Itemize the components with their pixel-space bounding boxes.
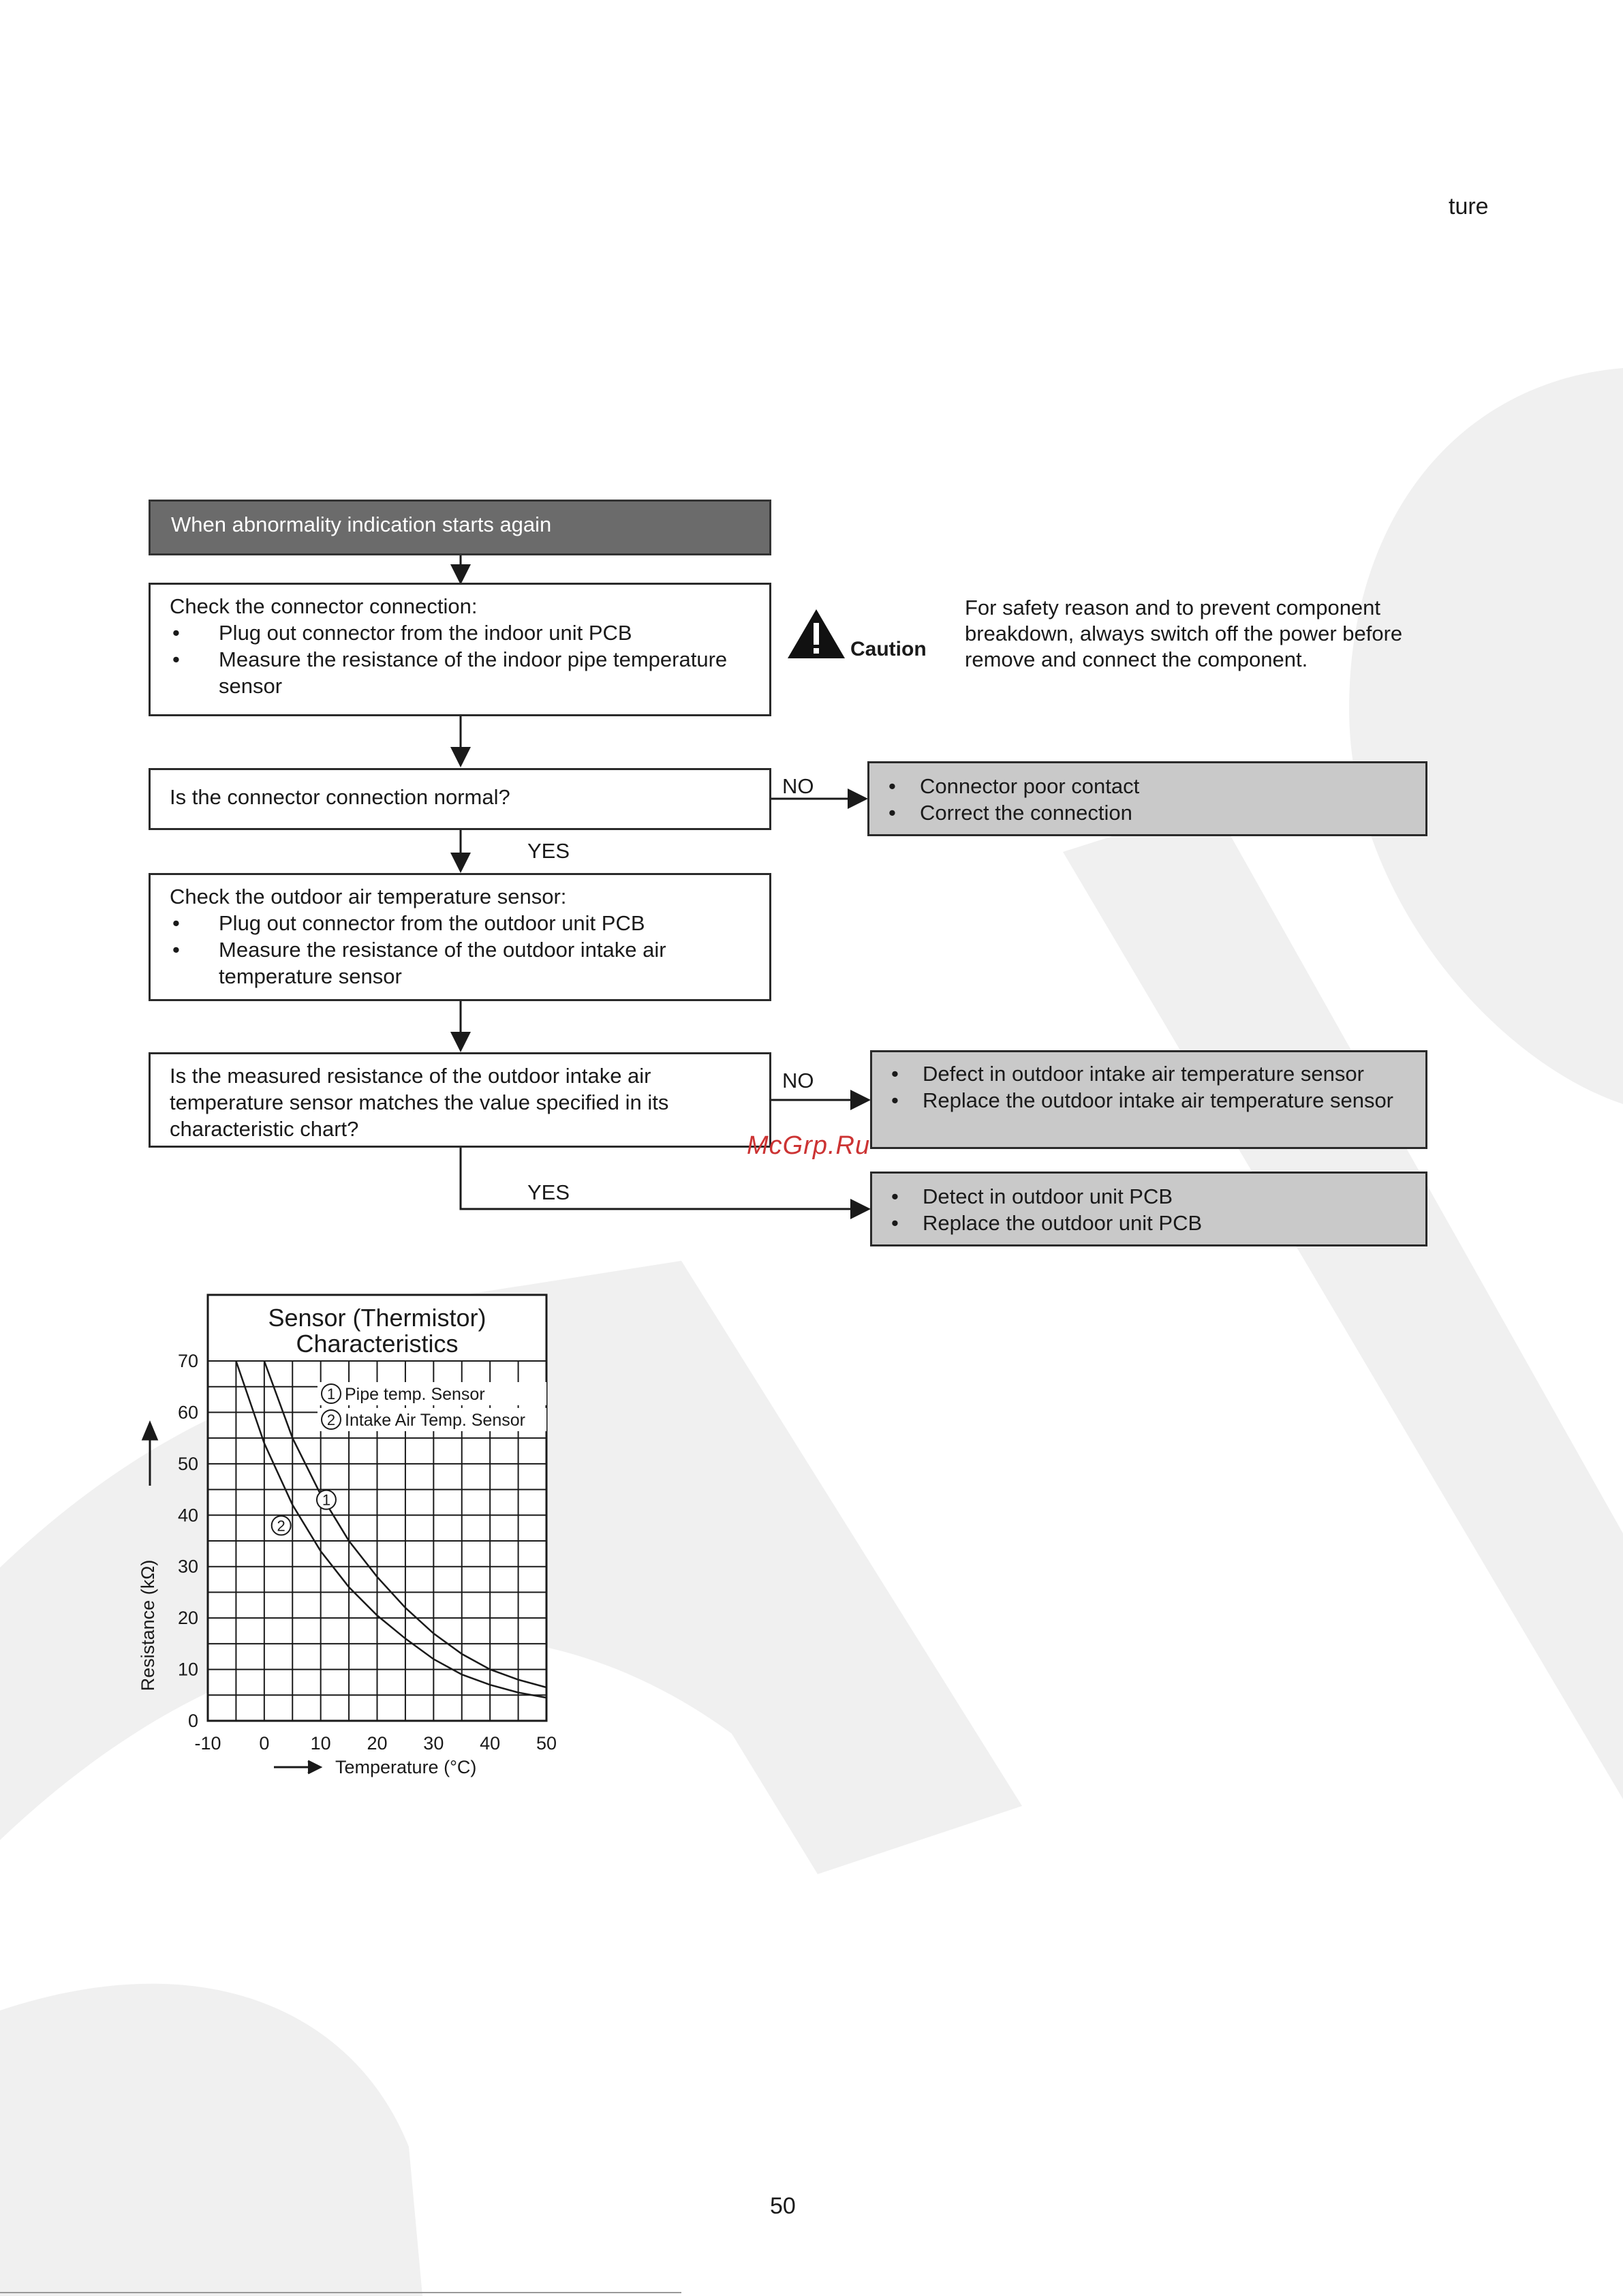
x-tick-label: -10 — [194, 1733, 221, 1754]
no2-result-list — [872, 1060, 1406, 1114]
chart-title-line-1: Sensor (Thermistor) — [268, 1304, 486, 1332]
start-text: When abnormality indication starts again — [171, 512, 552, 536]
no1-result-2: • Correct the connection — [869, 799, 1406, 826]
legend-entry-1: Pipe temp. Sensor — [345, 1385, 485, 1404]
yes2-label: YES — [527, 1180, 570, 1204]
step1-bullet-1: • Plug out connector from the indoor unit PCB — [170, 619, 750, 646]
y-tick-label: 0 — [187, 1711, 198, 1731]
yes1-label: YES — [527, 839, 570, 863]
y-tick-label: 50 — [177, 1453, 198, 1474]
chart-grid — [208, 1295, 546, 1721]
legend-entry-2: Intake Air Temp. Sensor — [345, 1411, 525, 1430]
x-tick-label: 50 — [536, 1733, 557, 1754]
step1-bullet-2: • Measure the resistance of the indoor pipe temperature sensor — [170, 646, 750, 699]
no2-result-2: • Replace the outdoor intake air temperature sensor — [872, 1087, 1406, 1114]
question2-box — [149, 1052, 771, 1148]
yes2-result-box — [870, 1172, 1427, 1246]
step2-title: Check the outdoor air temperature sensor: — [170, 885, 567, 908]
no2-label: NO — [782, 1069, 814, 1092]
y-tick-label: 10 — [177, 1659, 198, 1680]
no2-result-box — [870, 1050, 1427, 1149]
caution-text: For safety reason and to prevent component breakdown, always switch off the power before remove and connect the component. — [965, 596, 1403, 671]
question2-text: Is the measured resistance of the outdoor intake air temperature sensor matches the value specified in its characteristic chart? — [170, 1064, 669, 1141]
y-tick-label: 70 — [177, 1351, 198, 1371]
step1-list — [170, 619, 750, 699]
question1-text: Is the connector connection normal? — [170, 785, 510, 809]
caution-label: Caution — [850, 638, 927, 660]
x-tick-label: 40 — [480, 1733, 501, 1754]
step2-box — [149, 873, 771, 1001]
step1-title: Check the connector connection: — [170, 594, 478, 618]
x-tick-label: 10 — [310, 1733, 331, 1754]
chart-title-line-2: Characteristics — [296, 1330, 459, 1358]
start-box — [149, 500, 771, 555]
no1-label: NO — [782, 774, 814, 798]
step2-bullet-2: • Measure the resistance of the outdoor intake air temperature sensor — [170, 936, 750, 990]
caution-warning-icon — [786, 608, 846, 660]
no1-result-list — [869, 773, 1406, 826]
x-tick-label: 0 — [259, 1733, 270, 1754]
y-tick-label: 60 — [177, 1402, 198, 1423]
y-axis-arrow — [143, 1423, 157, 1486]
x-tick-label: 30 — [423, 1733, 444, 1754]
y-tick-label: 30 — [177, 1556, 198, 1577]
legend-marker-label-2: 2 — [326, 1411, 336, 1428]
yes2-result-2: • Replace the outdoor unit PCB — [872, 1210, 1406, 1236]
no1-result-box — [867, 761, 1427, 836]
no2-result-1: • Defect in outdoor intake air temperature sensor — [872, 1060, 1406, 1087]
x-axis-label: Temperature (°C) — [335, 1757, 477, 1777]
step2-bullet-1: • Plug out connector from the outdoor unit PCB — [170, 910, 750, 936]
header-fragment: ture — [1449, 194, 1489, 219]
y-tick-label: 40 — [177, 1505, 198, 1526]
step2-list — [170, 910, 750, 990]
chart-title — [268, 1304, 486, 1358]
x-tick-label: 20 — [367, 1733, 388, 1754]
no1-result-1: • Connector poor contact — [869, 773, 1406, 799]
question1-box — [149, 768, 771, 830]
legend-marker-label-1: 1 — [326, 1386, 336, 1403]
x-axis-arrow — [274, 1761, 320, 1773]
bottom-rule — [0, 2291, 1623, 2295]
step1-box — [149, 583, 771, 716]
thermistor-chart — [129, 1281, 566, 1799]
series-marker-label-2: 2 — [277, 1517, 285, 1535]
yes2-result-1: • Detect in outdoor unit PCB — [872, 1183, 1406, 1210]
y-tick-label: 20 — [177, 1608, 198, 1629]
series-marker-label-1: 1 — [322, 1491, 331, 1509]
page-number: 50 — [770, 2193, 796, 2219]
yes2-result-list — [872, 1183, 1406, 1236]
site-watermark: McGrp.Ru — [747, 1131, 871, 1160]
y-axis-label: Resistance (kΩ) — [138, 1559, 158, 1692]
